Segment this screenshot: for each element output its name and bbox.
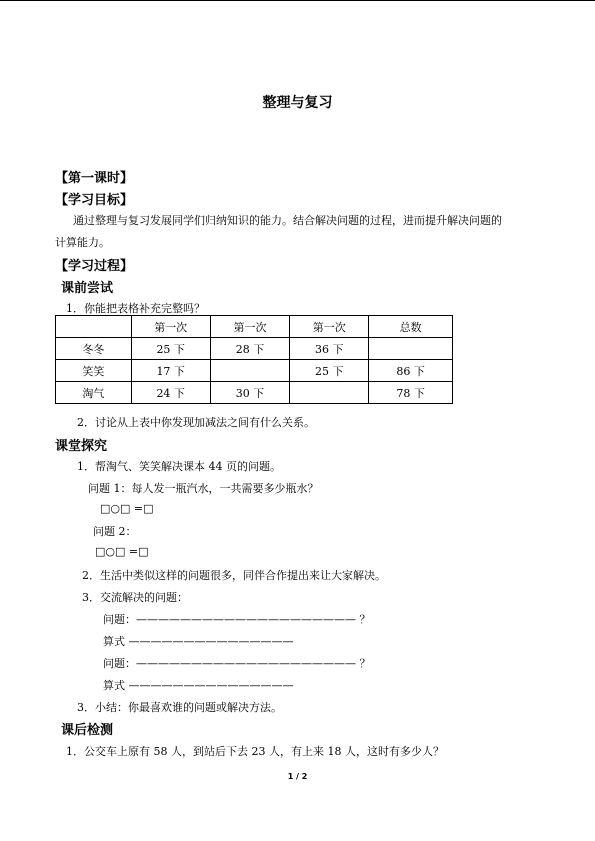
problem-2: 问题 2： bbox=[93, 525, 137, 538]
process-heading: 【学习过程】 bbox=[55, 259, 134, 274]
table-cell bbox=[290, 382, 369, 404]
table-cell: 30 下 bbox=[210, 382, 290, 404]
table-header-cell: 总数 bbox=[369, 316, 453, 338]
pre-question-1: 1．你能把表格补充完整吗？ bbox=[66, 302, 205, 315]
lesson-heading: 【第一课时】 bbox=[55, 171, 134, 186]
problem-1: 问题 1：每人发一瓶汽水，一共需要多少瓶水？ bbox=[88, 482, 319, 495]
table-cell: 笑笑 bbox=[56, 360, 132, 382]
table-header-cell bbox=[56, 316, 132, 338]
table-header-cell: 第一次 bbox=[290, 316, 369, 338]
table-header-cell: 第一次 bbox=[131, 316, 210, 338]
post-question-1: 1．公交车上原有 58 人，到站后下去 23 人，有上来 18 人，这时有多少人？ bbox=[66, 745, 444, 758]
summary: 3．小结：你最喜欢谁的问题或解决方法。 bbox=[77, 701, 282, 714]
post-class-heading: 课后检测 bbox=[61, 723, 114, 738]
class-question-3: 3．交流解决的问题： bbox=[82, 591, 188, 604]
pre-class-heading: 课前尝试 bbox=[61, 281, 114, 296]
table-cell: 36 下 bbox=[290, 338, 369, 360]
table-cell bbox=[210, 360, 290, 382]
header-rule bbox=[0, 0, 595, 1]
table-cell bbox=[369, 338, 453, 360]
table-cell: 86 下 bbox=[369, 360, 453, 382]
table-cell: 25 下 bbox=[131, 338, 210, 360]
table-cell: 淘气 bbox=[56, 382, 132, 404]
fill-table bbox=[55, 315, 453, 404]
table-cell: 冬冬 bbox=[56, 338, 132, 360]
table-cell: 28 下 bbox=[210, 338, 290, 360]
ask-line-1: 问题：———————————————————— ？ bbox=[103, 613, 371, 626]
page-number: 1 / 2 bbox=[287, 772, 308, 781]
pre-question-2: 2．讨论从上表中你发现加减法之间有什么关系。 bbox=[77, 416, 315, 429]
table-cell: 78 下 bbox=[369, 382, 453, 404]
table-row bbox=[56, 338, 453, 360]
table-row bbox=[56, 360, 453, 382]
table-cell: 24 下 bbox=[131, 382, 210, 404]
class-question-1: 1．帮淘气、笑笑解决课本 44 页的问题。 bbox=[77, 460, 281, 473]
table-row bbox=[56, 382, 453, 404]
table-header-row bbox=[56, 316, 453, 338]
class-heading: 课堂探究 bbox=[55, 439, 108, 454]
ask-line-2: 问题：———————————————————— ？ bbox=[103, 657, 371, 670]
goals-heading: 【学习目标】 bbox=[55, 193, 134, 208]
table-cell: 17 下 bbox=[131, 360, 210, 382]
table-header-cell: 第一次 bbox=[210, 316, 290, 338]
calc-line-1: 算式 ——————————————— bbox=[103, 635, 294, 648]
table-cell: 25 下 bbox=[290, 360, 369, 382]
goals-text-line2: 计算能力。 bbox=[55, 236, 110, 249]
class-question-2: 2．生活中类似这样的问题很多，同伴合作提出来让大家解决。 bbox=[82, 569, 386, 582]
formula-1: □○□ =□ bbox=[100, 502, 154, 515]
calc-line-2: 算式 ——————————————— bbox=[103, 679, 294, 692]
page-title: 整理与复习 bbox=[262, 95, 333, 111]
formula-2: □○□ =□ bbox=[95, 545, 149, 558]
goals-text-line1: 通过整理与复习发展同学们归纳知识的能力。结合解决问题的过程，进而提升解决问题的 bbox=[73, 214, 502, 227]
